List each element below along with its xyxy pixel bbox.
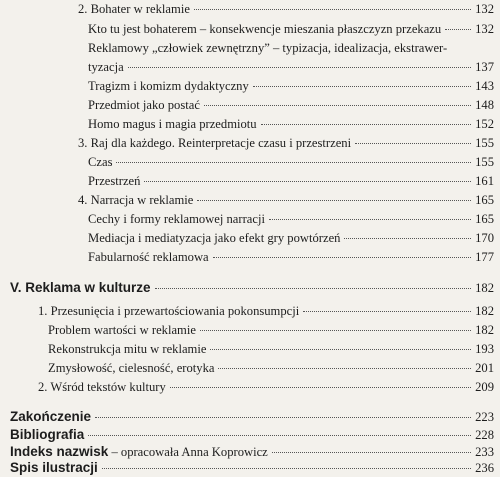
dot-leader [355, 143, 471, 144]
toc-chapter-title: Bibliografia [10, 427, 85, 442]
toc-entry-page: 209 [475, 380, 494, 394]
toc-entry-title: 2. Wśród tekstów kultury [38, 380, 166, 394]
toc-chapter [10, 460, 494, 477]
toc-entry [88, 212, 494, 227]
toc-chapter [10, 409, 494, 426]
toc-entry-page: 155 [475, 155, 494, 169]
toc-entry [38, 304, 494, 319]
toc-entry [78, 136, 494, 151]
toc-entry-title: Czas [88, 155, 113, 169]
toc-entry [88, 98, 494, 113]
toc-entry-page: 161 [475, 174, 494, 188]
toc-entry-page: 155 [475, 136, 494, 150]
dot-leader [170, 387, 471, 388]
toc-entry-title: 4. Narracja w reklamie [78, 193, 194, 207]
dot-leader [197, 200, 471, 201]
toc-entry [48, 361, 494, 376]
dot-leader [102, 468, 471, 469]
toc-chapter [10, 280, 494, 297]
toc-entry-title: Przestrzeń [88, 174, 141, 188]
toc-entry-page: 236 [475, 461, 494, 475]
toc-entry-page: 182 [475, 304, 494, 318]
toc-entry-page: 182 [475, 323, 494, 337]
toc-entry [78, 193, 494, 208]
toc-entry-page: 177 [475, 250, 494, 264]
dot-leader [218, 368, 471, 369]
toc-entry-title: 3. Raj dla każdego. Reinterpretacje czasu i przestrzeni [78, 136, 352, 150]
toc-entry-title: Problem wartości w reklamie [48, 323, 196, 337]
dot-leader [272, 452, 471, 453]
toc-entry-page: 137 [475, 60, 494, 74]
toc-chapter-subtitle: – opracowała Anna Koprowicz [108, 445, 268, 459]
toc-entry-title: 2. Bohater w reklamie [78, 2, 190, 16]
toc-entry-page: 148 [475, 98, 494, 112]
dot-leader [95, 417, 471, 418]
dot-leader [303, 311, 471, 312]
toc-entry-page: 193 [475, 342, 494, 356]
toc-entry [88, 79, 494, 94]
dot-leader [261, 124, 471, 125]
dot-leader [253, 86, 471, 87]
toc-entry-title: Zmysłowość, cielesność, erotyka [48, 361, 215, 375]
toc-entry-page: 143 [475, 79, 494, 93]
dot-leader [344, 238, 471, 239]
dot-leader [269, 219, 471, 220]
toc-entry-page: 132 [475, 2, 494, 16]
dot-leader [144, 181, 471, 182]
toc-entry [38, 380, 494, 395]
dot-leader [445, 29, 471, 30]
toc-entry [88, 155, 494, 170]
dot-leader [213, 257, 471, 258]
toc-entry-page: 201 [475, 361, 494, 375]
toc-entry [88, 60, 494, 75]
toc-entry [78, 2, 494, 17]
toc-entry-page: 152 [475, 117, 494, 131]
toc-entry-title: Cechy i formy reklamowej narracji [88, 212, 265, 226]
dot-leader [116, 162, 471, 163]
toc-entry [88, 117, 494, 132]
toc-entry-title: Fabularność reklamowa [88, 250, 209, 264]
dot-leader [155, 288, 471, 289]
toc-chapter [10, 444, 494, 461]
dot-leader [88, 435, 471, 436]
toc-entry-page: 132 [475, 22, 494, 36]
dot-leader [194, 9, 471, 10]
toc-entry-title: 1. Przesunięcia i przewartościowania pokonsumpcji [38, 304, 300, 318]
dot-leader [200, 330, 471, 331]
toc-entry-title: tyzacja [88, 60, 124, 74]
dot-leader [128, 67, 471, 68]
toc-entry-page: 165 [475, 193, 494, 207]
toc-chapter-title: V. Reklama w kulturze [10, 280, 151, 295]
dot-leader [210, 349, 471, 350]
toc-entry-title: Rekonstrukcja mitu w reklamie [48, 342, 207, 356]
toc-chapter-title: Zakończenie [10, 409, 92, 424]
toc-entry-page: 165 [475, 212, 494, 226]
toc-entry-title: Homo magus i magia przedmiotu [88, 117, 257, 131]
toc-entry [88, 174, 494, 189]
toc-entry-title: Mediacja i mediatyzacja jako efekt gry powtórzeń [88, 231, 341, 245]
toc-entry-page: 228 [475, 428, 494, 442]
toc-entry-page: 170 [475, 231, 494, 245]
toc-entry-title: Tragizm i komizm dydaktyczny [88, 79, 249, 93]
toc-entry-title-line1: Reklamowy „człowiek zewnętrzny” – typizacja, idealizacja, ekstrawer- [88, 41, 448, 55]
dot-leader [204, 105, 471, 106]
toc-chapter [10, 427, 494, 444]
toc-entry-page: 223 [475, 410, 494, 424]
toc-entry-page: 182 [475, 281, 494, 295]
toc-entry [88, 22, 494, 37]
toc-entry-title: Przedmiot jako postać [88, 98, 200, 112]
toc-chapter-title: Indeks nazwisk [10, 444, 109, 459]
toc-entry [88, 250, 494, 265]
toc-entry [48, 342, 494, 357]
toc-entry [48, 323, 494, 338]
toc-entry [88, 231, 494, 246]
toc-entry-page: 233 [475, 445, 494, 459]
toc-chapter-title: Spis ilustracji [10, 460, 98, 475]
toc-entry-title: Kto tu jest bohaterem – konsekwencje mieszania płaszczyzn przekazu [88, 22, 442, 36]
